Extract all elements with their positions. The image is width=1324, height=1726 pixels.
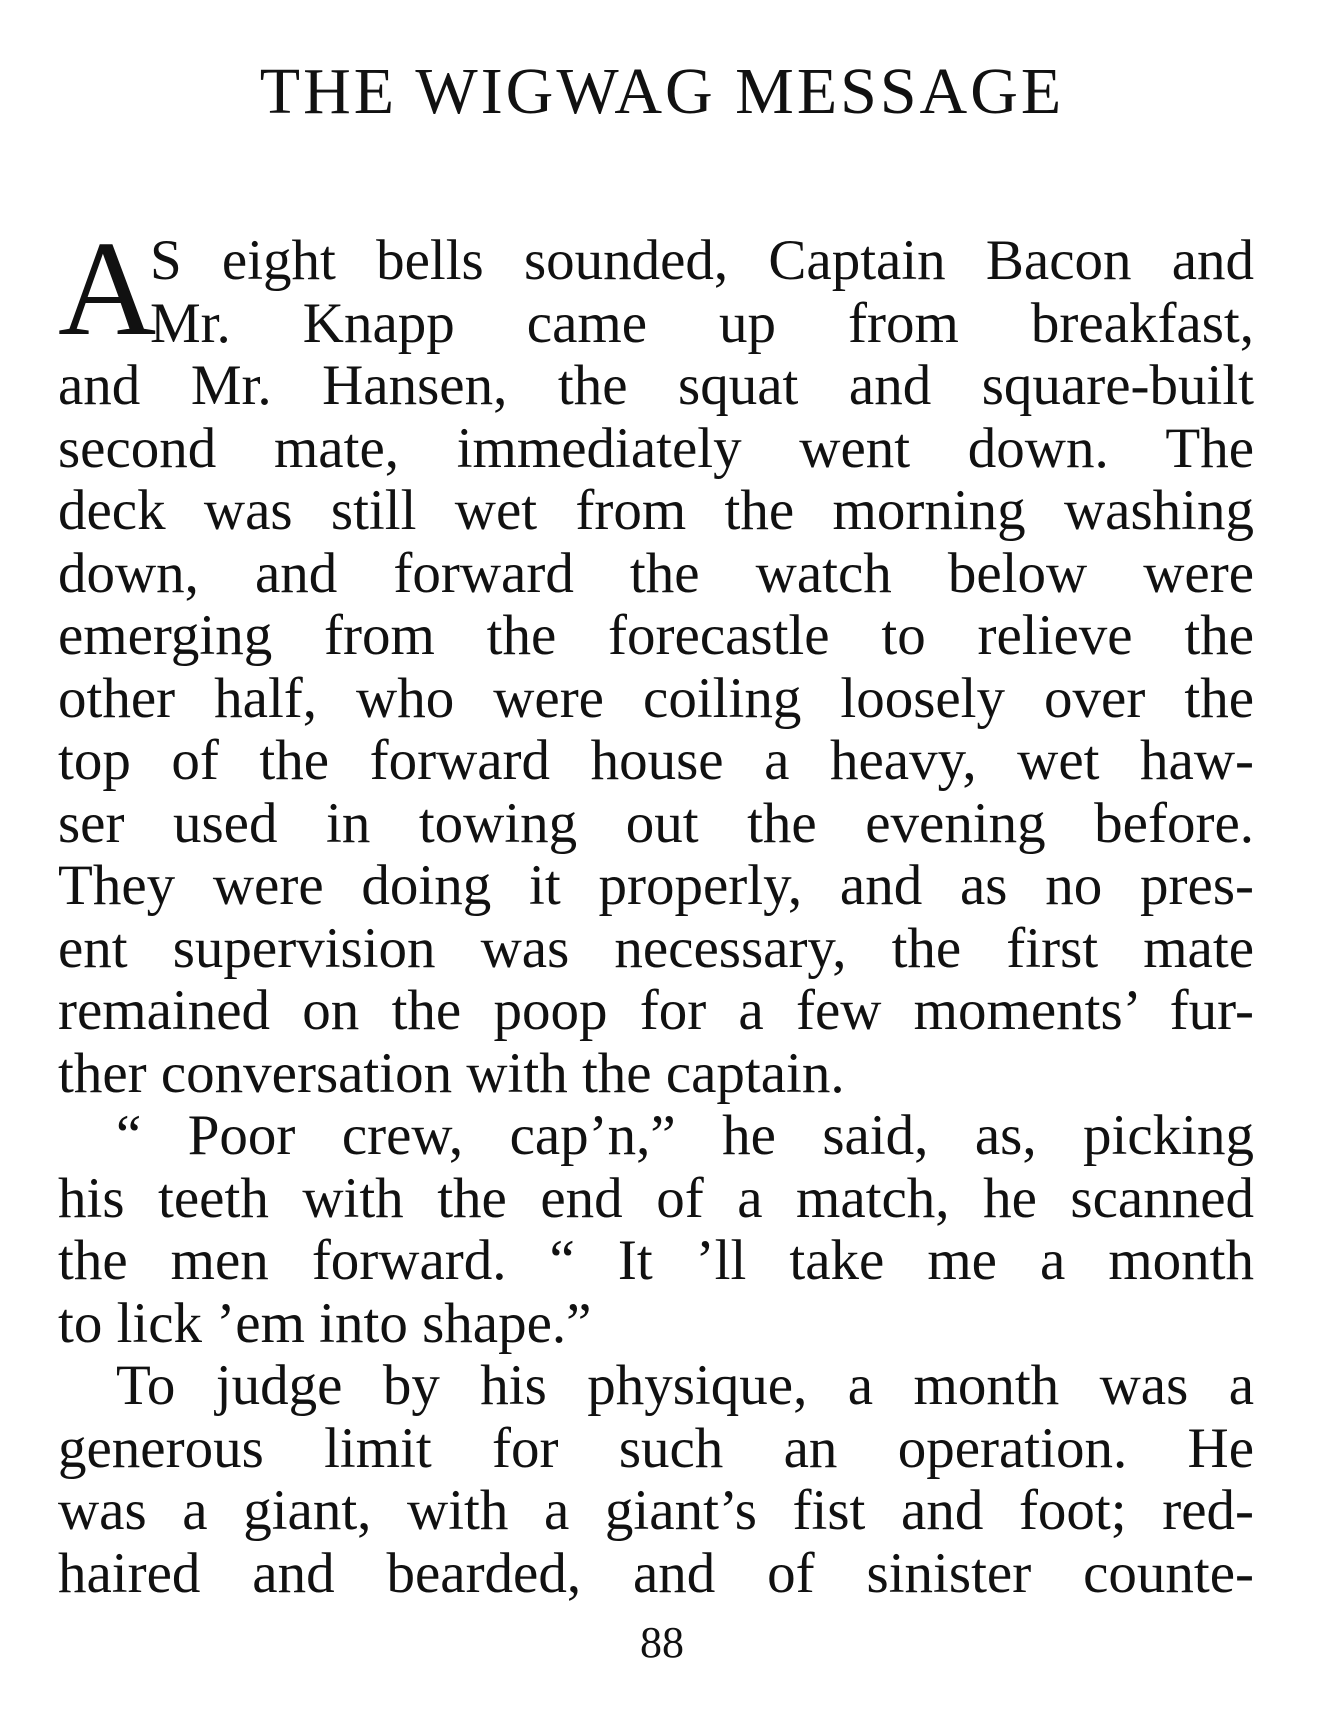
opening-paragraph	[58, 214, 1254, 1105]
page-number: 88	[640, 1618, 684, 1667]
text-line: remained on the poop for a few moments’ fur-	[58, 979, 1254, 1042]
text-line: To judge by his physique, a month was a	[116, 1354, 1254, 1417]
text-line: the men forward. “ It ’ll take me a month	[58, 1229, 1254, 1292]
text-line: ser used in towing out the evening before.	[58, 791, 1254, 855]
text-line: emerging from the forecastle to relieve the	[58, 604, 1254, 667]
text-line: haired and bearded, and of sinister counte-	[58, 1541, 1254, 1605]
text-line: second mate, immediately went down. The	[58, 416, 1254, 480]
text-line: ther conversation with the captain.	[58, 1041, 845, 1105]
text-line: S eight bells sounded, Captain Bacon and	[150, 229, 1254, 292]
text-line: other half, who were coiling loosely over the	[58, 666, 1254, 730]
text-line: “ Poor crew, cap’n,” he said, as, picking	[116, 1104, 1254, 1167]
text-line: Mr. Knapp came up from breakfast,	[150, 291, 1254, 355]
text-line: generous limit for such an operation. He	[58, 1416, 1254, 1480]
text-line: was a giant, with a giant’s fist and foot; red-	[58, 1479, 1254, 1542]
text-line: down, and forward the watch below were	[58, 541, 1254, 605]
drop-cap: A	[58, 214, 157, 364]
body-text	[58, 214, 1254, 1605]
text-line: and Mr. Hansen, the squat and square-built	[58, 354, 1254, 417]
text-line: his teeth with the end of a match, he scanned	[58, 1166, 1254, 1230]
running-head: THE WIGWAG MESSAGE	[259, 55, 1065, 128]
text-line: They were doing it properly, and as no pres-	[58, 854, 1254, 917]
text-line: to lick ’em into shape.”	[58, 1291, 592, 1355]
text-line: deck was still wet from the morning washing	[58, 479, 1254, 542]
description-paragraph	[58, 1355, 1254, 1605]
text-line: ent supervision was necessary, the first mate	[58, 916, 1254, 980]
dialogue-paragraph	[58, 1105, 1254, 1355]
text-line: top of the forward house a heavy, wet haw-	[58, 729, 1254, 792]
